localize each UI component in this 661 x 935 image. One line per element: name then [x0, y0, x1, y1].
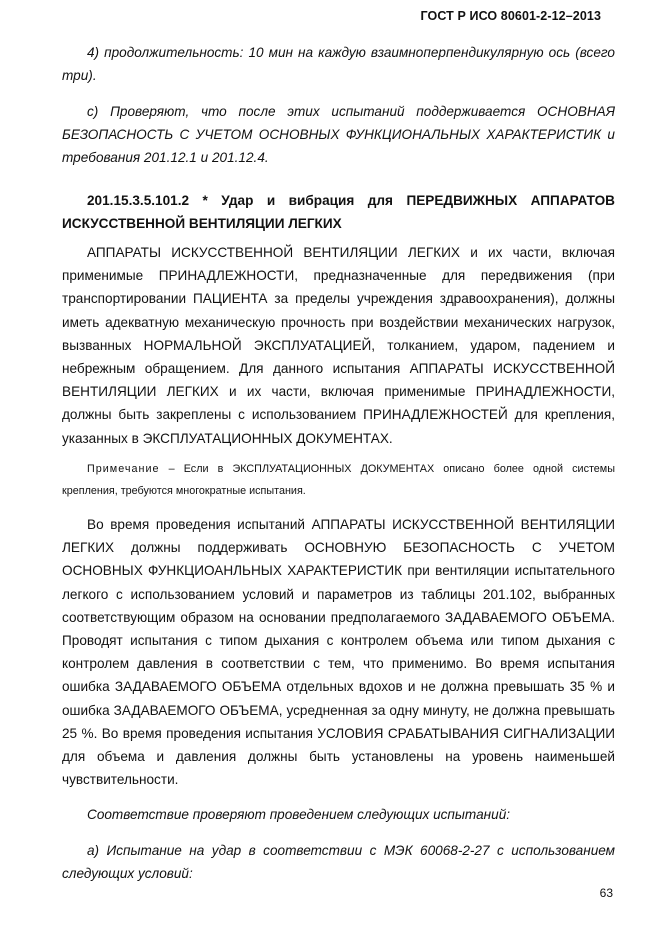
body-paragraph-2: Во время проведения испытаний АППАРАТЫ ИСКУССТВЕННОЙ ВЕНТИЛЯЦИИ ЛЕГКИХ должны поддерживать ОСНОВНУЮ БЕЗОПАСНОСТЬ С УЧЕТОМ ОСНОВНЫХ ФУНКЦИОАНЛЬНЫХ ХАРАКТЕРИСТИК при вентиляции испытательного легкого с использованием условий и параметров из таблицы 201.102, выбранных соответствующим образом на основании предполагаемого ЗАДАВАЕМОГО ОБЪЕМА. Проводят испытания с типом дыхания с контролем объема или типом дыхания с контролем давления в соответствии с тем, что применимо. Во время испытания ошибка ЗАДАВАЕМОГО ОБЪЕМА отдельных вдохов и не должна превышать 35 % и ошибка ЗАДАВАЕМОГО ОБЪЕМА, усредненная за одну минуту, не должна превышать 25 %. Во время проведения испытания УСЛОВИЯ СРАБАТЫВАНИЯ СИГНАЛИЗАЦИИ для объема и давления должны быть установлены на уровень наименьшей чувствительности.: [62, 517, 615, 788]
section-heading: 201.15.3.5.101.2 * Удар и вибрация для ПЕРЕДВИЖНЫХ АППАРАТОВ ИСКУССТВЕННОЙ ВЕНТИЛЯЦИИ ЛЕГКИХ: [62, 193, 615, 232]
standard-header: ГОСТ Р ИСО 80601-2-12–2013: [420, 9, 601, 23]
note-label: Примечание: [87, 463, 160, 475]
note: [62, 459, 615, 502]
page-number: 63: [599, 886, 613, 900]
body-paragraph-1: АППАРАТЫ ИСКУССТВЕННОЙ ВЕНТИЛЯЦИИ ЛЕГКИХ и их части, включая применимые ПРИНАДЛЕЖНОСТИ, предназначенные для передвижения (при транспортировании ПАЦИЕНТА за пределы учреждения здравоохранения), должны иметь адекватную механическую прочность при воздействии механических нагрузок, вызванных НОРМАЛЬНОЙ ЭКСПЛУАТАЦИЕЙ, толканием, ударом, падением и небрежным обращением. Для данного испытания АППАРАТЫ ИСКУССТВЕННОЙ ВЕНТИЛЯЦИИ ЛЕГКИХ и их части, включая применимые ПРИНАДЛЕЖНОСТИ, должны быть закреплены с использованием ПРИНАДЛЕЖНОСТЕЙ для крепления, указанных в ЭКСПЛУАТАЦИОННЫХ ДОКУМЕНТАХ.: [62, 245, 615, 446]
note-text: – Если в ЭКСПЛУАТАЦИОННЫХ ДОКУМЕНТАХ описано более одной системы крепления, требуются многократные испытания.: [62, 463, 615, 497]
compliance-statement: Соответствие проверяют проведением следующих испытаний:: [87, 807, 511, 822]
list-item-c: c) Проверяют, что после этих испытаний поддерживается ОСНОВНАЯ БЕЗОПАСНОСТЬ С УЧЕТОМ ОСНОВНЫХ ФУНКЦИОНАЛЬНЫХ ХАРАКТЕРИСТИК и требования 201.12.1 и 201.12.4.: [62, 104, 615, 166]
list-item-a: a) Испытание на удар в соответствии с МЭК 60068-2-27 с использованием следующих условий:: [62, 843, 615, 882]
list-item-duration: 4) продолжительность: 10 мин на каждую взаимноперпендикулярную ось (всего три).: [62, 45, 615, 84]
